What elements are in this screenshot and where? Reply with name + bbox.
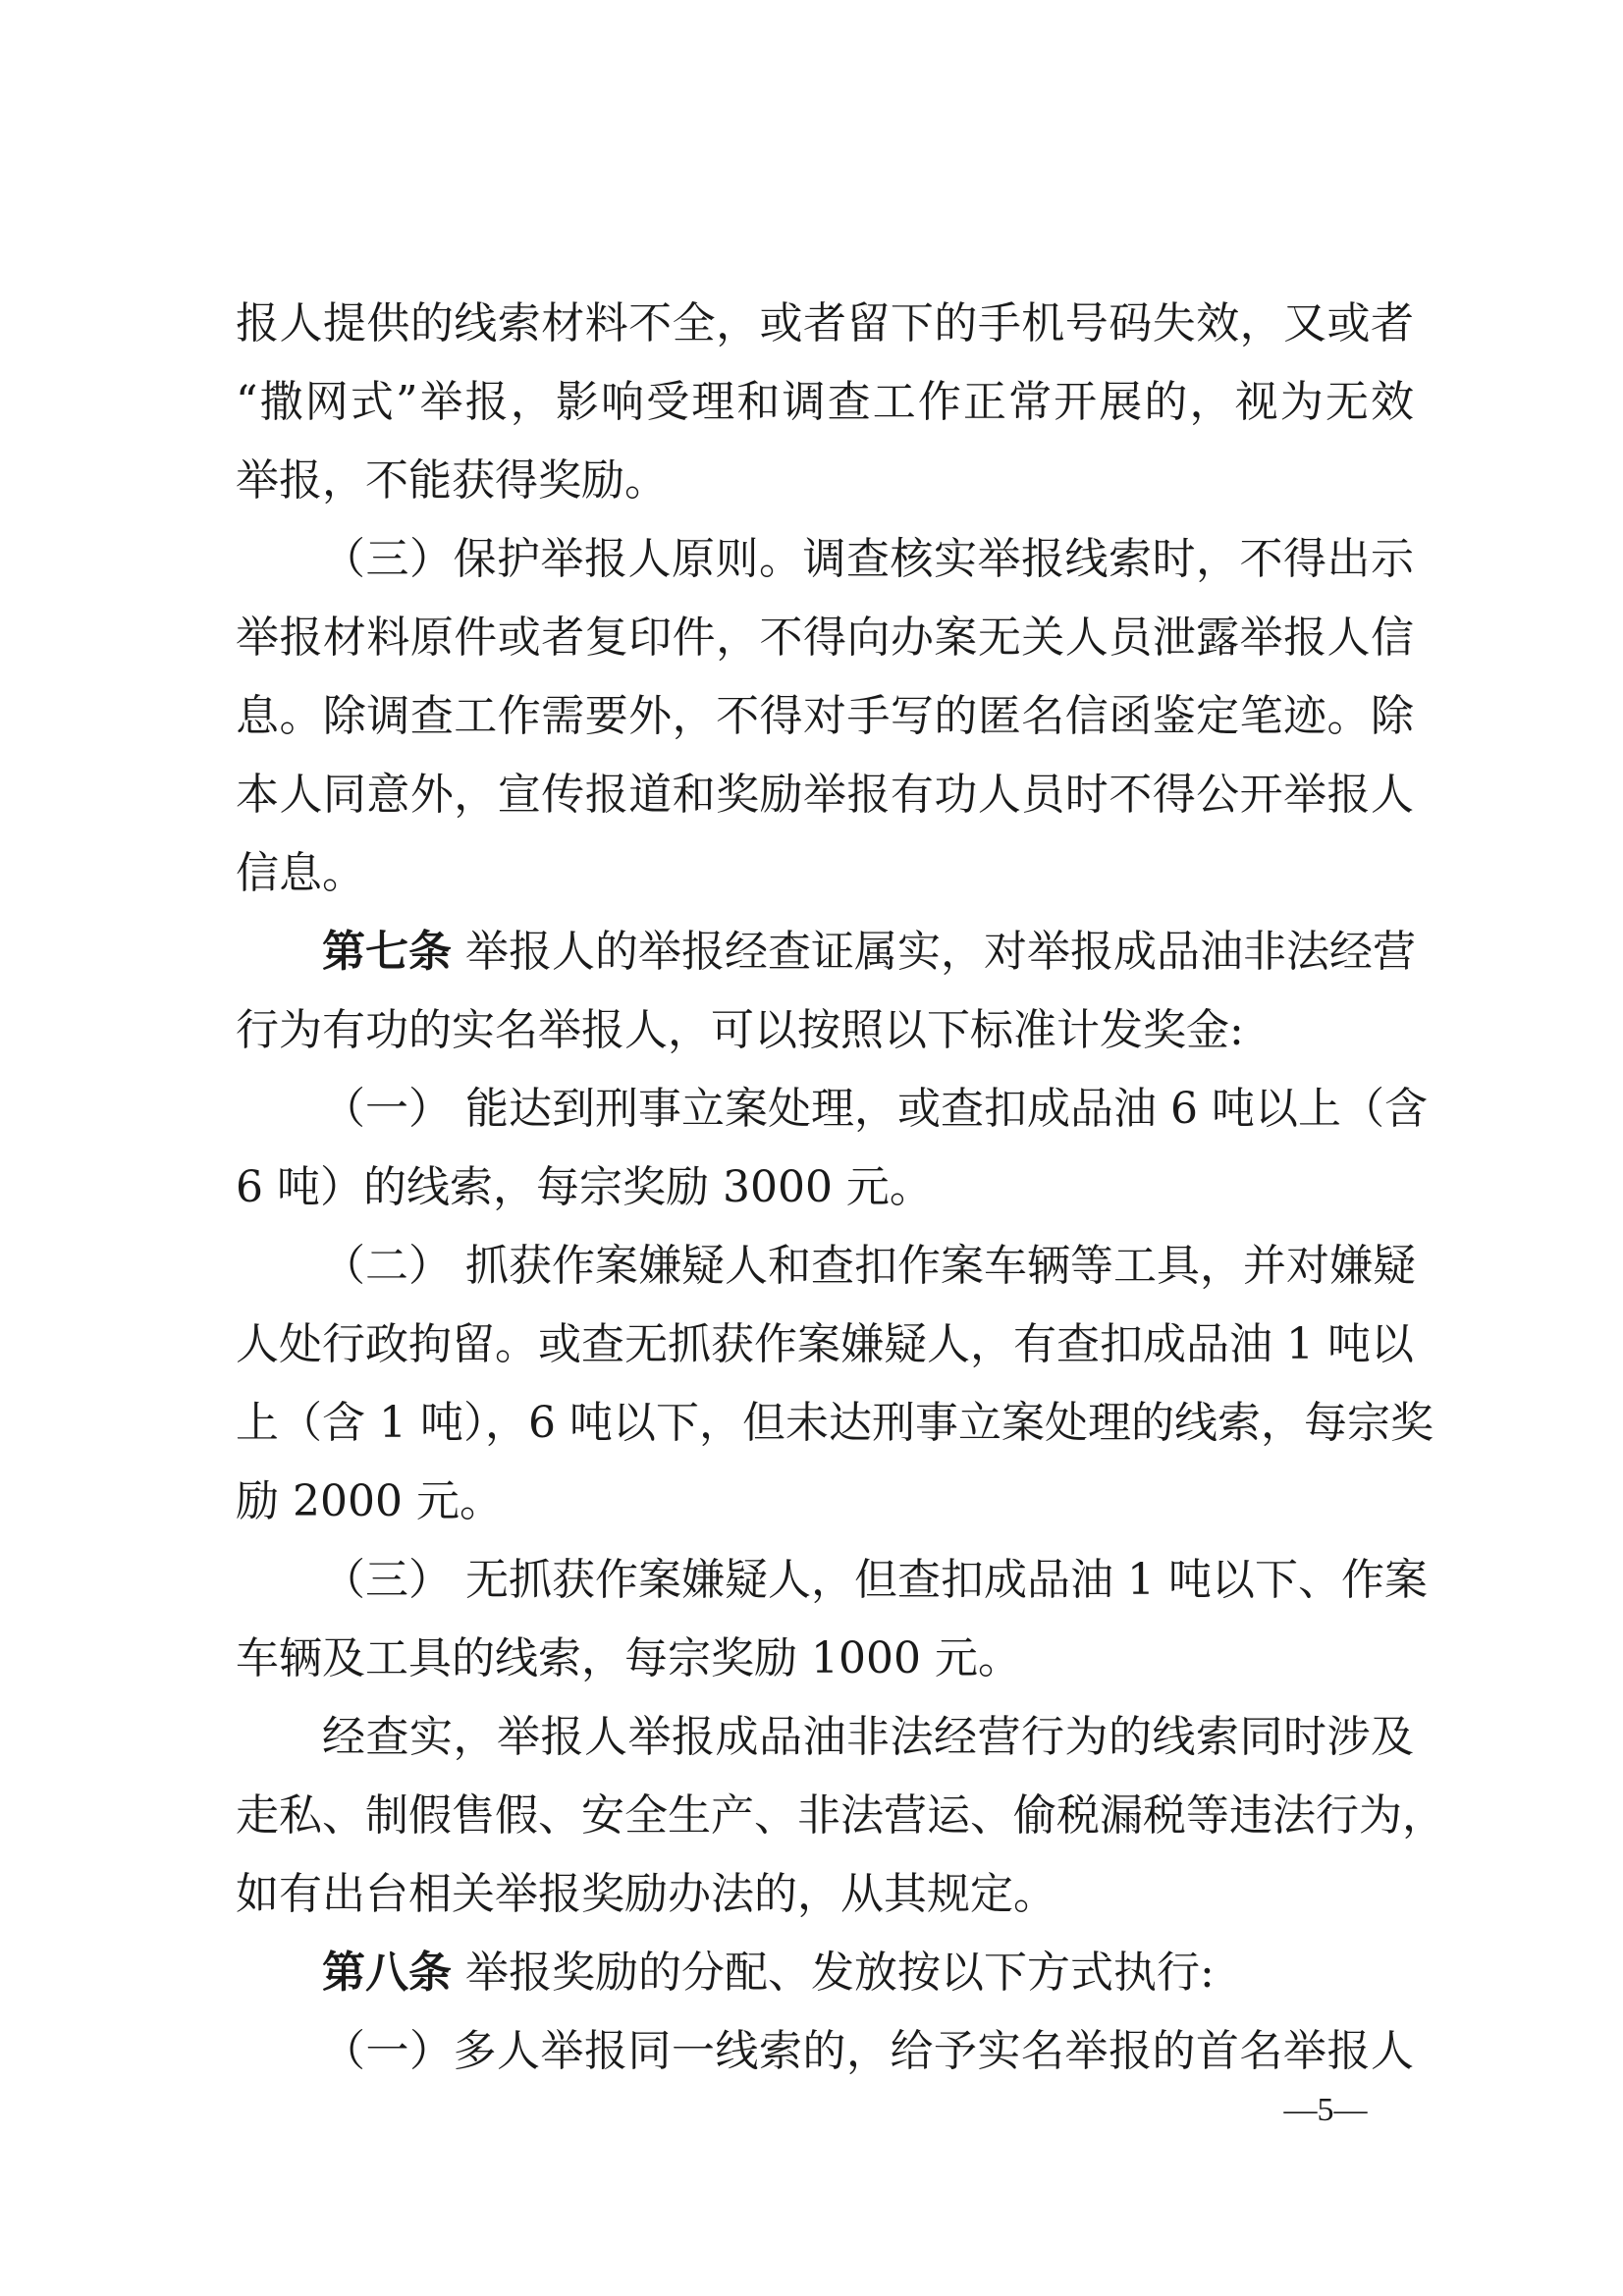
- article-7-line-1: [322, 913, 1414, 991]
- article-7-text: 举报人的举报经查证属实，对举报成品油非法经营: [465, 927, 1416, 977]
- paragraph-3-line-3: 如有出台相关举报奖励办法的，从其规定。: [236, 1869, 1056, 1919]
- item-7-2-line-1: （二） 抓获作案嫌疑人和查扣作案车辆等工具，并对嫌疑: [322, 1241, 1416, 1291]
- article-8-label: 第八条: [322, 1948, 452, 1998]
- item-7-1-line-2: 6 吨）的线索，每宗奖励 3000 元。: [236, 1162, 933, 1212]
- paragraph-1-line-1: 报人提供的线索材料不全，或者留下的手机号码失效，又或者: [236, 298, 1414, 348]
- paragraph-1-line-2: “撒网式”举报，影响受理和调查工作正常开展的，视为无效: [236, 377, 1414, 427]
- item-8-1-line-1: （一）多人举报同一线索的，给予实名举报的首名举报人: [322, 2026, 1414, 2076]
- item-7-2-line-4: 励 2000 元。: [236, 1476, 503, 1526]
- item-7-2-line-3: 上（含 1 吨），6 吨以下，但未达刑事立案处理的线索，每宗奖: [236, 1398, 1434, 1448]
- paragraph-3-line-1: 经查实，举报人举报成品油非法经营行为的线索同时涉及: [322, 1712, 1414, 1762]
- article-7-label: 第七条: [322, 927, 452, 977]
- item-7-1-line-1: （一） 能达到刑事立案处理，或查扣成品油 6 吨以上（含: [322, 1084, 1428, 1134]
- paragraph-1-line-3: 举报，不能获得奖励。: [236, 455, 668, 506]
- article-7-line-2: 行为有功的实名举报人，可以按照以下标准计发奖金:: [236, 1005, 1244, 1055]
- paragraph-3-line-2: 走私、制假售假、安全生产、非法营运、偷税漏税等违法行为，: [236, 1790, 1445, 1841]
- page-number: —5—: [1283, 2092, 1368, 2128]
- paragraph-2-line-1: （三）保护举报人原则。调查核实举报线索时，不得出示: [322, 534, 1414, 584]
- paragraph-2-line-4: 本人同意外，宣传报道和奖励举报有功人员时不得公开举报人: [236, 770, 1414, 820]
- paragraph-2-line-5: 信息。: [236, 848, 365, 898]
- article-8-text: 举报奖励的分配、发放按以下方式执行:: [465, 1948, 1215, 1998]
- item-7-3-line-1: （三） 无抓获作案嫌疑人，但查扣成品油 1 吨以下、作案: [322, 1555, 1428, 1605]
- article-8-line-1: [322, 1934, 1414, 2012]
- paragraph-2-line-2: 举报材料原件或者复印件，不得向办案无关人员泄露举报人信: [236, 613, 1414, 663]
- item-7-2-line-2: 人处行政拘留。或查无抓获作案嫌疑人，有查扣成品油 1 吨以: [236, 1319, 1414, 1369]
- paragraph-2-line-3: 息。除调查工作需要外，不得对手写的匿名信函鉴定笔迹。除: [236, 691, 1414, 741]
- item-7-3-line-2: 车辆及工具的线索，每宗奖励 1000 元。: [236, 1633, 1021, 1683]
